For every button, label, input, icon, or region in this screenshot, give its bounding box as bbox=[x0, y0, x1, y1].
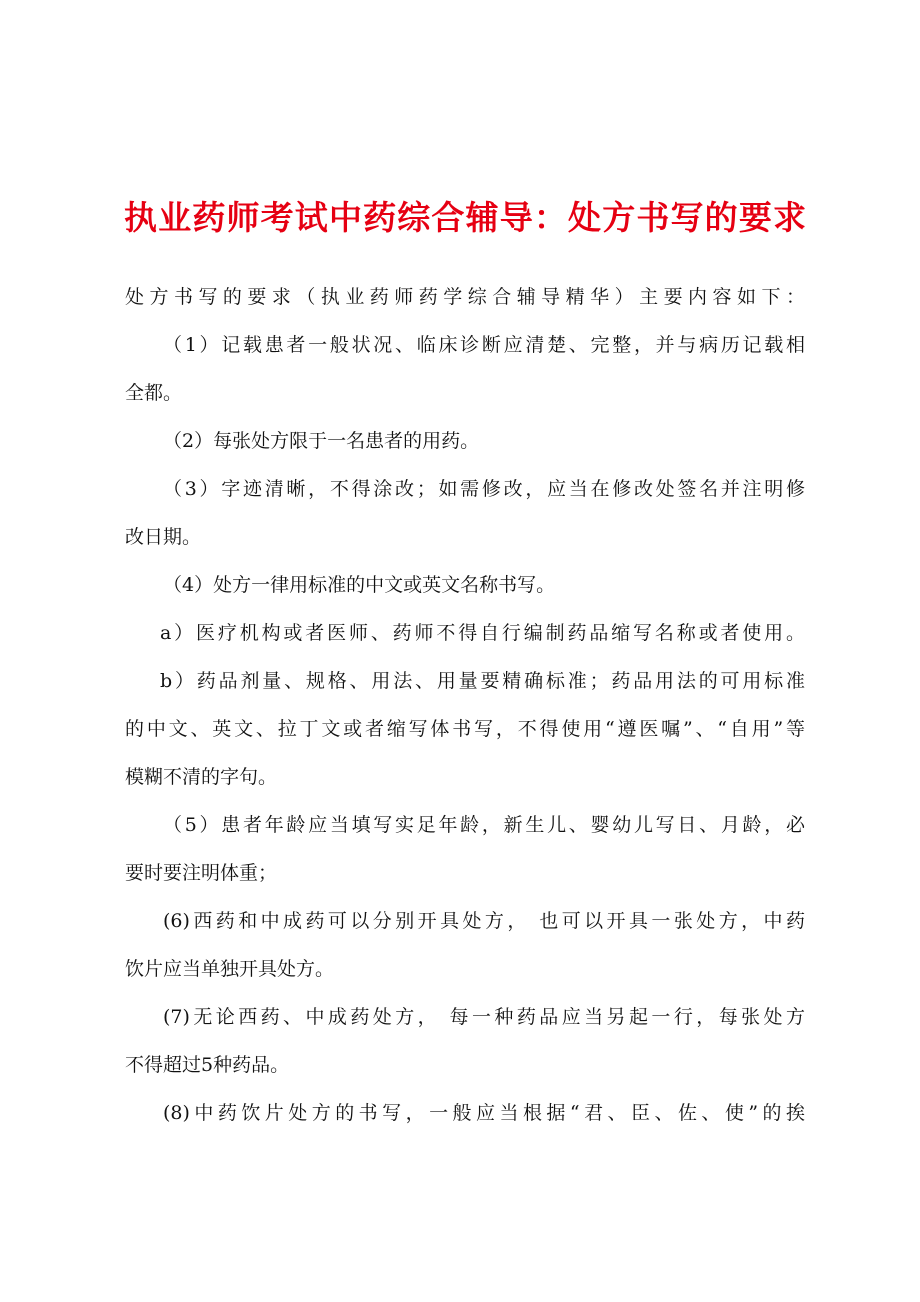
item-4b-line-2: 的中文、英文、拉丁文或者缩写体书写，不得使用“遵医嘱”、“自用”等 bbox=[125, 718, 805, 740]
item-1-line-1: （1）记载患者一般状况、临床诊断应清楚、完整，并与病历记载相 bbox=[163, 334, 805, 356]
item-1-line-2: 全都。 bbox=[125, 382, 183, 404]
item-2-line-1: （2）每张处方限于一名患者的用药。 bbox=[163, 430, 480, 452]
item-4b-line-1: b）药品剂量、规格、用法、用量要精确标准；药品用法的可用标准 bbox=[160, 670, 805, 692]
item-4a-line-1: a）医疗机构或者医师、药师不得自行编制药品缩写名称或者使用。 bbox=[160, 622, 805, 644]
item-3-line-1: （3）字迹清晰，不得涂改；如需修改，应当在修改处签名并注明修 bbox=[163, 478, 805, 500]
item-7-line-2: 不得超过5种药品。 bbox=[125, 1054, 290, 1076]
item-6-line-2: 饮片应当单独开具处方。 bbox=[125, 958, 335, 980]
item-8-line-1: (8)中药饮片处方的书写，一般应当根据“君、臣、佐、使”的挨 bbox=[163, 1102, 805, 1124]
item-4-line-1: （4）处方一律用标准的中文或英文名称书写。 bbox=[163, 574, 556, 596]
item-7-line-1: (7)无论西药、中成药处方， 每一种药品应当另起一行，每张处方 bbox=[163, 1006, 805, 1028]
intro-paragraph: 处方书写的要求（执业药师药学综合辅导精华）主要内容如下： bbox=[125, 286, 805, 308]
document-title: 执业药师考试中药综合辅导：处方书写的要求 bbox=[124, 198, 806, 237]
item-5-line-2: 要时要注明体重； bbox=[125, 862, 278, 884]
item-3-line-2: 改日期。 bbox=[125, 526, 202, 548]
item-6-line-1: (6)西药和中成药可以分别开具处方， 也可以开具一张处方，中药 bbox=[163, 910, 805, 932]
item-4b-line-3: 模糊不清的字句。 bbox=[125, 766, 278, 788]
item-5-line-1: （5）患者年龄应当填写实足年龄，新生儿、婴幼儿写日、月龄，必 bbox=[163, 814, 805, 836]
